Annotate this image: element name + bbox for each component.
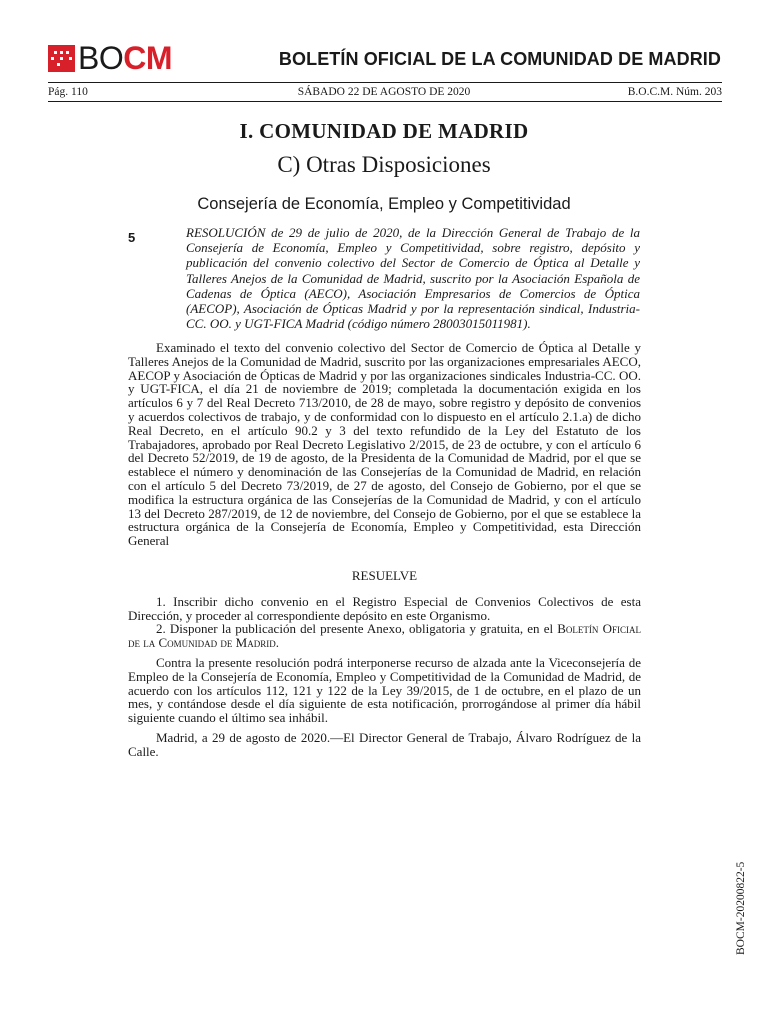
bocm-logo (48, 42, 172, 74)
point-2-end: . (275, 635, 279, 651)
point-1: 1. Inscribir dicho convenio en el Registro Especial de Convenios Colectivos de esta Dirección, y proceder al correspondiente depósito en este Organismo. (128, 593, 641, 623)
header-rule-bottom (48, 101, 722, 102)
journal-name: Boletín Oficial de la Comunidad de Madrid (128, 621, 641, 651)
section-title: I. COMUNIDAD DE MADRID (239, 119, 529, 143)
resolution-body (128, 341, 641, 759)
logo-cm: CM (123, 40, 172, 76)
logo-wordmark (78, 42, 172, 74)
publication-date: SÁBADO 22 DE AGOSTO DE 2020 (297, 86, 471, 98)
item-number: 5 (128, 230, 136, 245)
logo-bo: BO (78, 40, 124, 76)
subsection-title: C) Otras Disposiciones (277, 152, 491, 177)
resolution-summary: RESOLUCIÓN de 29 de julio de 2020, de la Dirección General de Trabajo de la Consejería de Economía, Empleo y Competitividad, sobre registro, depósito y publicación del convenio colectivo del Sector de Comercio de Óptica al Detalle y Talleres Anejos de la Comunidad de Madrid, suscrito por la Asociación Española de Cadenas de Óptica (AECO), Asociación Empresarios de Comercios de Óptica (AECOP), Asociación de Ópticas Madrid y por la representación sindical, Industria-CC. OO. y UGT-FICA Madrid (código número 28003015011981). (186, 225, 640, 332)
preamble-paragraph: Examinado el texto del convenio colectivo del Sector de Comercio de Óptica al Detalle y Talleres Anejos de la Comunidad de Madrid, suscrito por las organizaciones empresariales AECO, AECOP y Asociación de Ópticas de Madrid y por las organizaciones sindicales Industria-CC. OO. y UGT-FICA, el día 21 de noviembre de 2019; completada la documentación exigida en los artículos 6 y 7 del Real Decreto 713/2010, de 28 de mayo, sobre registro y depósito de convenios y acuerdos colectivos de trabajo, y de conformidad con lo dispuesto en el artículo 2.1.a) de dicho Real Decreto, en el artículo 90.2 y 3 del texto refundido de la Ley del Estatuto de los Trabajadores, aprobado por Real Decreto Legislativo 2/2015, de 23 de octubre, y con el artículo 6 del Decreto 52/2019, de 19 de agosto, de la Presidenta de la Comunidad de Madrid, por el que se establece el número y denominación de las Consejerías de la Comunidad de Madrid, en relación con el artículo 5 del Decreto 73/2019, de 27 de agosto, del Consejo de Gobierno, por el que se modifica la estructura orgánica de las Consejerías de la Comunidad de Madrid, y con el artículo 13 del Decreto 287/2019, de 12 de noviembre, del Consejo de Gobierno, por el que se establece la estructura orgánica de la Consejería de Economía, Empleo y Competitividad, esta Dirección General (128, 340, 641, 549)
appeal-paragraph: Contra la presente resolución podrá interponerse recurso de alzada ante la Viceconsejería de Empleo de la Consejería de Economía, Empleo y Competitividad de la Comunidad de Madrid, de acuerdo con los artículos 112, 121 y 122 de la Ley 39/2015, de 1 de octubre, en el plazo de un mes, y contándose desde el día siguiente de esta notificación, prorrogándose al primer día hábil siguiente cuando el último sea inhábil. (128, 654, 641, 726)
header-rule-top (48, 82, 722, 83)
issue-number: B.O.C.M. Núm. 203 (627, 86, 722, 98)
department-name: Consejería de Economía, Empleo y Competitividad (197, 195, 571, 213)
madrid-stars-icon (48, 45, 75, 72)
page-number: Pág. 110 (48, 86, 88, 98)
point-2 (128, 622, 641, 650)
signature-paragraph: Madrid, a 29 de agosto de 2020.—El Director General de Trabajo, Álvaro Rodríguez de la Calle. (128, 729, 641, 759)
point-2-text: 2. Disponer la publicación del presente Anexo, obligatoria y gratuita, en el (156, 621, 554, 637)
document-code: BOCM-20200822-5 (735, 861, 747, 955)
bulletin-title: BOLETÍN OFICIAL DE LA COMUNIDAD DE MADRID (278, 49, 721, 69)
resolves-heading: RESUELVE (351, 567, 418, 583)
